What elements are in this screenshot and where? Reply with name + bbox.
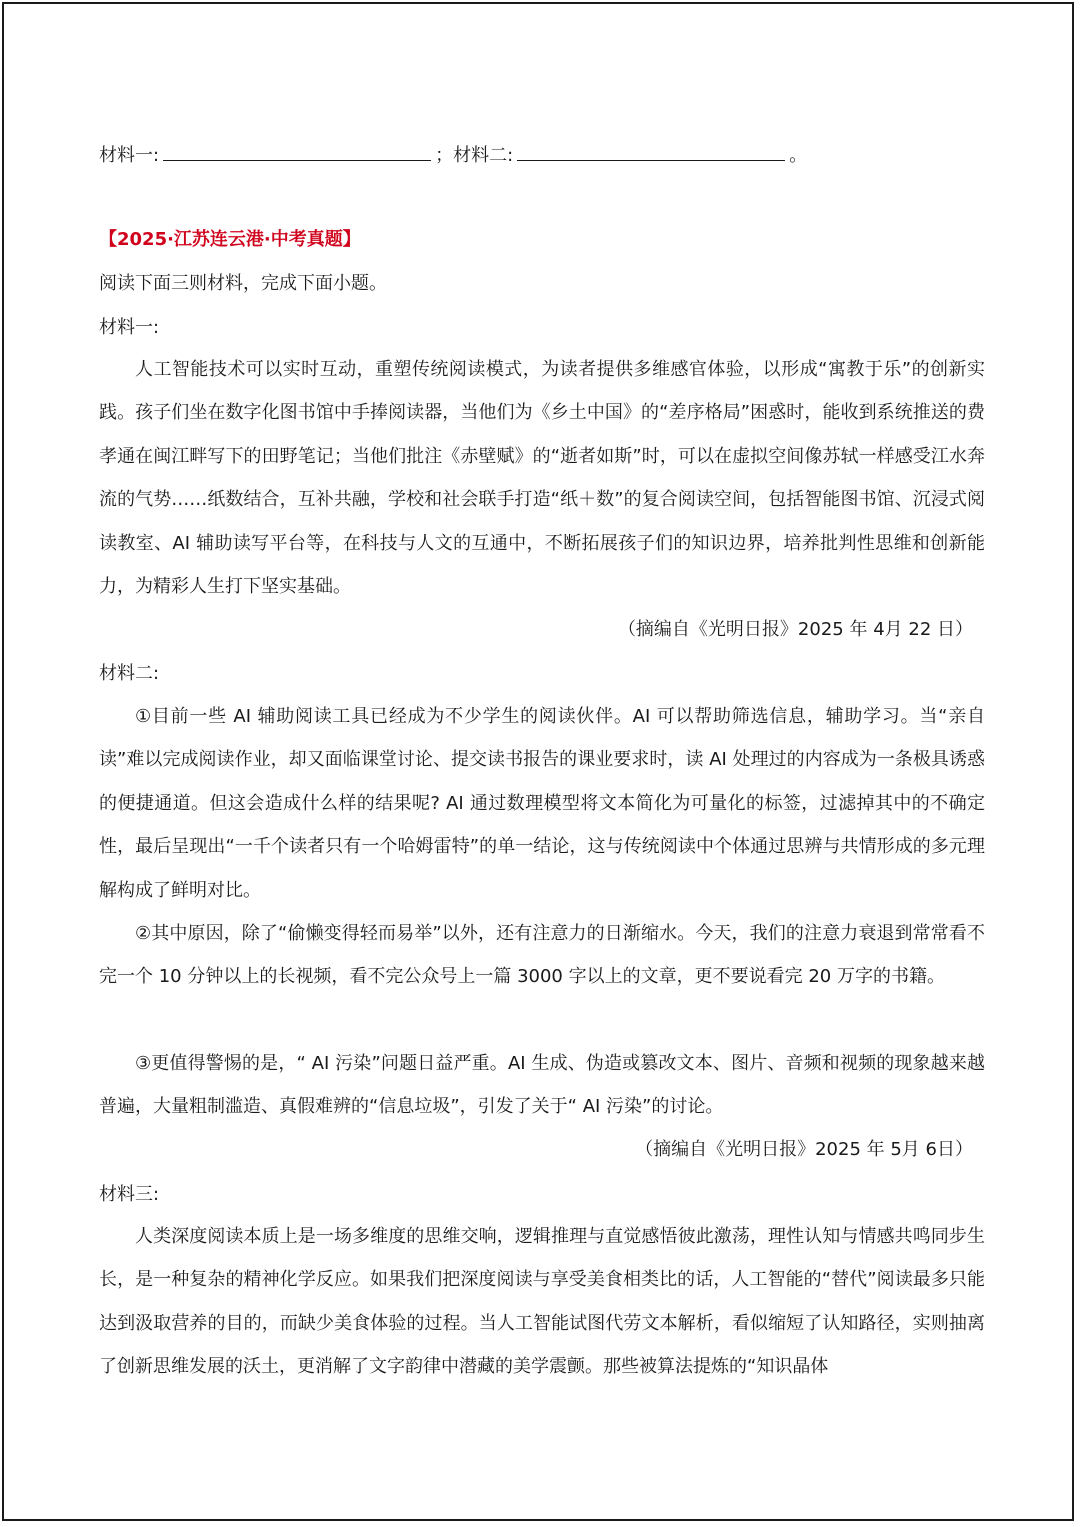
exam-source-heading: 【2025·江苏连云港·中考真题】 xyxy=(99,229,361,250)
material3-paragraph: 人类深度阅读本质上是一场多维度的思维交响，逻辑推理与直觉感悟彼此激荡，理性认知与情感共鸣同步生长，是一种复杂的精神化学反应。如果我们把深度阅读与享受美食相类比的话，人工智能的“替代”阅读最多只能达到汲取营养的目的，而缺少美食体验的过程。当人工智能试图代劳文本解析，看似缩短了认知路径，实则抽离了创新思维发展的沃土，更消解了文字韵律中潜藏的美学震颤。那些被算法提炼的“知识晶体 xyxy=(99,1226,985,1378)
material2-paragraph-1: ①目前一些 AI 辅助阅读工具已经成为不少学生的阅读伙伴。AI 可以帮助筛选信息，辅助学习。当“亲自读”难以完成阅读作业，却又面临课堂讨论、提交读书报告的课业要求时，读 AI 处理过的内容成为一条极具诱惑的便捷通道。但这会造成什么样的结果呢? AI 通过数理模型将文本简化为可量化的标签，过滤掉其中的不确定性，最后呈现出“一千个读者只有一个哈姆雷特”的单一结论，这与传统阅读中个体通过思辨与共情形成的多元理解构成了鲜明对比。 xyxy=(99,706,985,901)
material1-paragraph: 人工智能技术可以实时互动，重塑传统阅读模式，为读者提供多维感官体验，以形成“寓教于乐”的创新实践。孩子们坐在数字化图书馆中手捧阅读器，当他们为《乡土中国》的“差序格局”困惑时，能收到系统推送的费孝通在闽江畔写下的田野笔记；当他们批注《赤壁赋》的“逝者如斯”时，可以在虚拟空间像苏轼一样感受江水奔流的气势……纸数结合，互补共融，学校和社会联手打造“纸＋数”的复合阅读空间，包括智能图书馆、沉浸式阅读教室、AI 辅助读写平台等，在科技与人文的互通中，不断拓展孩子们的知识边界，培养批判性思维和创新能力，为精彩人生打下坚实基础。 xyxy=(99,359,985,598)
instruction-text: 阅读下面三则材料，完成下面小题。 xyxy=(99,273,387,294)
material1-label: 材料一: xyxy=(99,317,160,338)
material2-label: 材料二: xyxy=(99,663,160,684)
answer-end: 。 xyxy=(789,145,808,166)
material2-source: （摘编自《光明日报》2025 年 5月 6日） xyxy=(635,1139,973,1160)
answer-blank-2[interactable] xyxy=(517,142,785,161)
answer-blank-1[interactable] xyxy=(163,142,431,161)
answer-label-2: 材料二: xyxy=(453,145,514,166)
material2-paragraph-2: ②其中原因，除了“偷懒变得轻而易举”以外，还有注意力的日渐缩水。今天，我们的注意力衰退到常常看不完一个 10 分钟以上的长视频，看不完公众号上一篇 3000 字以上的文章，更不要说看完 20 万字的书籍。 xyxy=(99,923,985,988)
material3-label: 材料三: xyxy=(99,1184,160,1205)
material1-source: （摘编自《光明日报》2025 年 4月 22 日） xyxy=(617,619,973,640)
answer-label-1: 材料一: xyxy=(99,145,160,166)
material2-paragraph-3: ③更值得警惕的是，“ AI 污染”问题日益严重。AI 生成、伪造或篡改文本、图片、音频和视频的现象越来越普遍，大量粗制滥造、真假难辨的“信息垃圾”，引发了关于“ AI 污染”的讨论。 xyxy=(99,1053,985,1118)
answer-line xyxy=(99,142,807,168)
answer-separator: ； xyxy=(435,145,454,166)
